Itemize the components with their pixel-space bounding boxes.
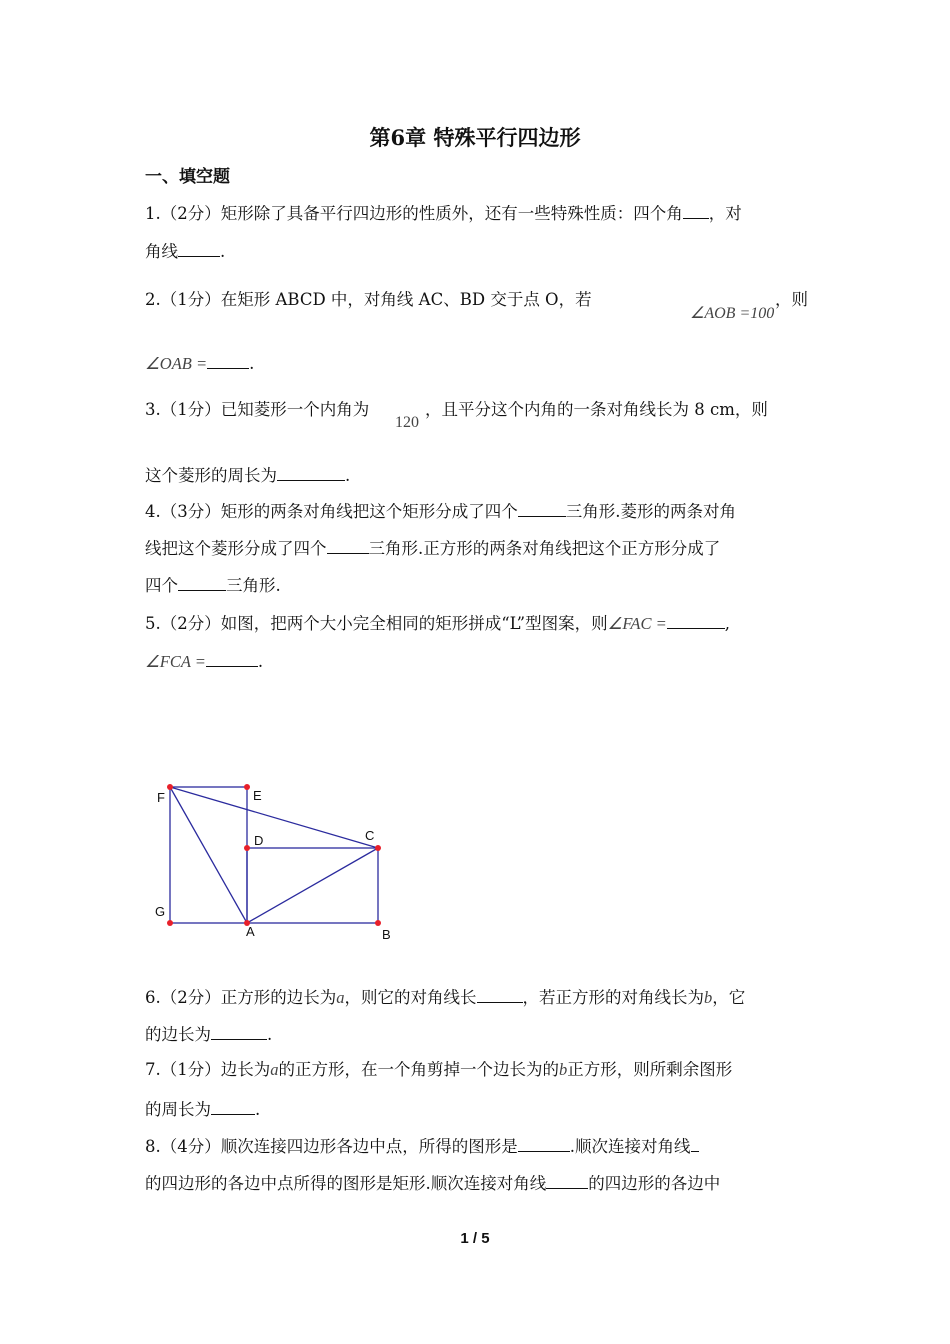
question-6-line-1 [145, 984, 807, 1010]
q2-math-angle-aob: ∠AOB =100 [690, 305, 775, 322]
q7-blank[interactable] [211, 1096, 255, 1115]
q7-text-d: 的周长为 [145, 1100, 211, 1119]
point-f [167, 784, 173, 790]
q8-text-a: 8.（4分）顺次连接四边形各边中点，所得的图形是 [145, 1137, 518, 1156]
q4-blank-2[interactable] [327, 535, 369, 554]
q4-text-a: 4.（3分）矩形的两条对角线把这个矩形分成了四个 [145, 502, 518, 521]
label-b: B [382, 927, 391, 942]
q5-blank-2[interactable] [206, 648, 258, 667]
q5-math-angle-fca: ∠FCA = [145, 652, 206, 671]
q7-text-e: . [255, 1100, 261, 1119]
q7-var-b: b [559, 1060, 568, 1079]
q4-text-e: 四个 [145, 576, 178, 595]
q6-blank-1[interactable] [477, 984, 523, 1003]
q8-blank-3[interactable] [546, 1170, 588, 1189]
question-8-line-2 [145, 1170, 807, 1196]
q1-text-d: . [220, 242, 226, 261]
q4-blank-1[interactable] [518, 498, 566, 517]
figure-lines [170, 787, 378, 923]
q6-blank-2[interactable] [211, 1021, 267, 1040]
q3-text-a: 3.（1分）已知菱形一个内角为 [145, 400, 370, 419]
q3-text-b: ，且平分这个内角的一条对角线长为 8 cm，则 [425, 400, 768, 419]
q3-blank[interactable] [277, 462, 345, 481]
point-g [167, 920, 173, 926]
q7-text-c: 正方形，则所剩余图形 [567, 1060, 733, 1079]
question-2-line-2 [145, 350, 807, 376]
segment-fc [170, 787, 378, 848]
q2-text-b: ，则 [775, 290, 808, 309]
question-7-line-2 [145, 1096, 807, 1122]
q8-text-b: .顺次连接对角线 [569, 1137, 691, 1156]
q6-text-f: . [267, 1025, 273, 1044]
section-heading: 一、填空题 [145, 167, 230, 187]
question-1-line-2 [145, 238, 807, 264]
figure-points [167, 784, 381, 926]
point-c [375, 845, 381, 851]
q2-text-c: . [249, 354, 255, 373]
q1-text-a: 1.（2分）矩形除了具备平行四边形的性质外，还有一些特殊性质：四个角 [145, 204, 683, 223]
q8-blank-1[interactable] [518, 1133, 570, 1152]
question-4-line-2 [145, 535, 807, 561]
q5-blank-1[interactable] [667, 610, 725, 629]
q2-blank[interactable] [207, 350, 249, 369]
q1-text-b: ，对 [708, 204, 742, 223]
q5-text-a: 5.（2分）如图，把两个大小完全相同的矩形拼成“L”型图案，则 [145, 614, 608, 633]
point-e [244, 784, 250, 790]
page-number: 1 / 5 [460, 1230, 490, 1247]
segment-fa [170, 787, 247, 923]
q7-text-a: 7.（1分）边长为 [145, 1060, 271, 1079]
q4-text-d: 三角形.正方形的两条对角线把这个正方形分成了 [368, 539, 721, 558]
q3-text-c: 这个菱形的周长为 [145, 466, 277, 485]
label-e: E [253, 788, 262, 803]
q4-text-c: 线把这个菱形分成了四个 [145, 539, 327, 558]
q6-var-a: a [336, 988, 345, 1007]
q4-text-f: 三角形. [226, 576, 281, 595]
q6-text-b: ，则它的对角线长 [344, 988, 477, 1007]
q7-text-b: 的正方形，在一个角剪掉一个边长为的 [278, 1060, 559, 1079]
q1-blank-2[interactable] [178, 238, 220, 257]
q5-math-angle-fac: ∠FAC = [607, 614, 667, 633]
q8-text-d: 的四边形的各边中 [588, 1174, 721, 1193]
q5-text-b: , [724, 614, 730, 633]
q8-text-c: 的四边形的各边中点所得的图形是矩形.顺次连接对角线 [145, 1174, 547, 1193]
q6-text-e: 的边长为 [145, 1025, 211, 1044]
q1-text-c: 角线 [145, 242, 178, 261]
q4-blank-3[interactable] [178, 572, 226, 591]
label-g: G [155, 904, 166, 919]
label-a: A [246, 924, 255, 939]
q3-math-120: 120 [395, 414, 419, 431]
segment-ac [247, 848, 378, 923]
question-7-line-1 [145, 1058, 807, 1082]
q2-math-angle-oab: ∠OAB = [145, 354, 208, 373]
label-c: C [365, 828, 375, 843]
question-8-line-1 [145, 1133, 807, 1159]
q6-text-d: ，它 [712, 988, 746, 1007]
question-4-line-3 [145, 572, 807, 598]
q6-text-a: 6.（2分）正方形的边长为 [145, 988, 337, 1007]
page-title: 第6章 特殊平行四边形 [369, 125, 581, 150]
q6-text-c: ，若正方形的对角线长为 [522, 988, 704, 1007]
q4-text-b: 三角形.菱形的两条对角 [565, 502, 736, 521]
question-4-line-1 [145, 498, 807, 524]
label-d: D [254, 833, 264, 848]
geometry-figure [150, 772, 410, 947]
question-3-line-2 [145, 462, 807, 488]
q8-blank-2[interactable] [691, 1133, 699, 1152]
point-b [375, 920, 381, 926]
question-1-line-1 [145, 200, 807, 226]
label-f: F [157, 790, 165, 805]
question-5-line-1 [145, 610, 807, 636]
point-d [244, 845, 250, 851]
q3-text-d: . [345, 466, 351, 485]
q2-text-a: 2.（1分）在矩形 ABCD 中，对角线 AC、BD 交于点 O，若 [145, 290, 592, 309]
q6-var-b: b [704, 988, 713, 1007]
q7-var-a: a [270, 1060, 279, 1079]
q1-blank-1[interactable] [683, 200, 709, 219]
question-6-line-2 [145, 1021, 807, 1047]
question-5-line-2 [145, 648, 807, 674]
q5-text-c: . [257, 652, 264, 671]
